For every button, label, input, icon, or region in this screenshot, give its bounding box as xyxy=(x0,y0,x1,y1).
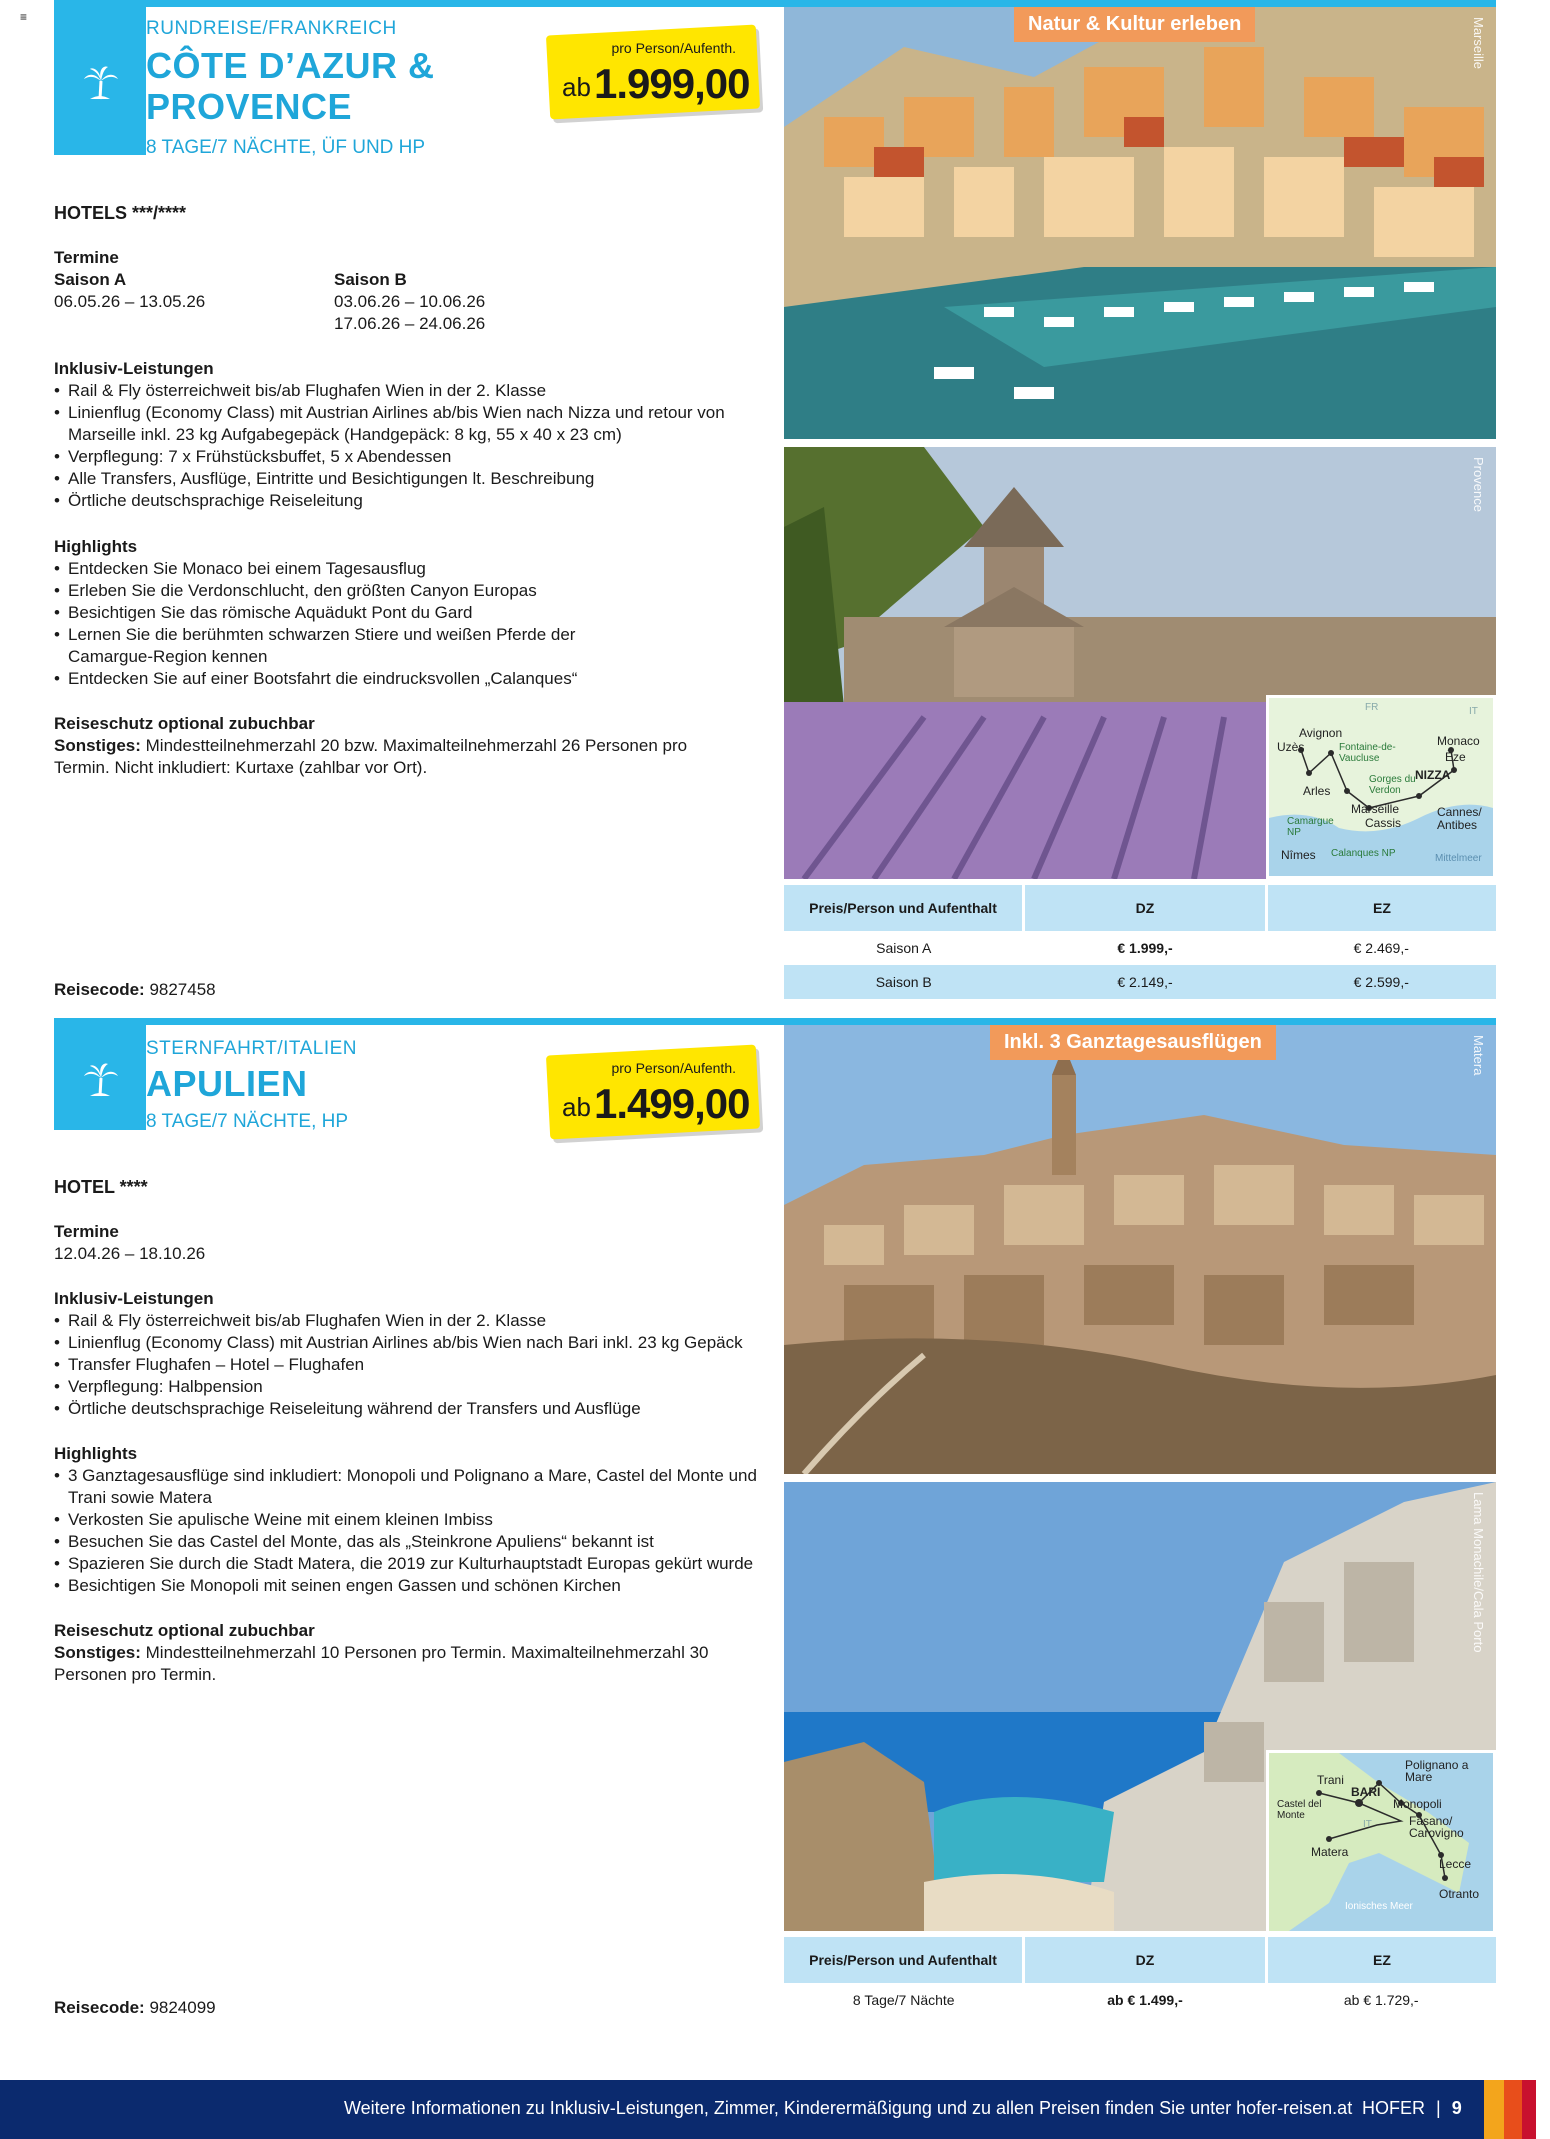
table-cell: Saison A xyxy=(876,940,932,956)
reisecode-label: Reisecode: xyxy=(54,1998,145,2017)
theme-ribbon: Inkl. 3 Ganztagesausflügen xyxy=(990,1025,1276,1060)
reisecode xyxy=(54,1997,216,2019)
sonstiges-label: Sonstiges: xyxy=(54,1643,141,1662)
list-item: • Verpflegung: 7 x Frühstücksbuffet, 5 x Abendessen xyxy=(54,446,754,468)
list-item: • Spazieren Sie durch die Stadt Matera, die 2019 zur Kulturhauptstadt Europas gekürt wurde xyxy=(54,1553,774,1575)
termine-label: Termine xyxy=(54,248,119,267)
inklusiv-block xyxy=(54,1288,774,1420)
sonstiges-label: Sonstiges: xyxy=(54,736,141,755)
sonstiges-block xyxy=(54,713,714,779)
table-cell: € 2.149,- xyxy=(1024,965,1267,999)
badge-price: 1.499,00 xyxy=(594,1080,750,1127)
tour-duration: 8 TAGE/7 NÄCHTE, HP xyxy=(146,1111,349,1132)
map-label: IT xyxy=(1363,1819,1372,1830)
reisecode xyxy=(54,979,216,1001)
table-header-row xyxy=(784,885,1496,931)
list-item: • Verpflegung: Halbpension xyxy=(54,1376,774,1398)
table-header: DZ xyxy=(1024,1937,1267,1983)
list-item: • 3 Ganztagesausflüge sind inkludiert: Monopoli und Polignano a Mare, Castel del Monte und Trani sowie Matera xyxy=(54,1465,758,1509)
tour-title-line2: PROVENCE xyxy=(146,86,353,127)
route-map-provence xyxy=(1266,695,1496,879)
photo-caption: Marseille xyxy=(1471,17,1486,70)
list-item: • Linienflug (Economy Class) mit Austrian Airlines ab/bis Wien nach Nizza und retour von Marseille inkl. 23 kg Aufgabegepäck (Handgepäck: 8 kg, 55 x 40 x 23 cm) xyxy=(54,402,738,446)
map-label: Lecce xyxy=(1439,1857,1472,1871)
termine-block xyxy=(54,247,754,335)
map-label: Cassis xyxy=(1365,816,1402,830)
season-b-date: 17.06.26 – 24.06.26 xyxy=(334,314,486,333)
season-a-label: Saison A xyxy=(54,270,127,289)
list-item: • Linienflug (Economy Class) mit Austrian Airlines ab/bis Wien nach Bari inkl. 23 kg Gepäck xyxy=(54,1332,774,1354)
map-label: Fasano/ Carovigno xyxy=(1409,1814,1464,1840)
table-cell: € 1.999,- xyxy=(1117,940,1173,956)
highlights-label: Highlights xyxy=(54,1444,138,1463)
map-label: Èze xyxy=(1445,750,1466,764)
highlights-block xyxy=(54,1443,774,1597)
sonstiges-text: Mindestteilnehmerzahl 20 bzw. Maximalteilnehmerzahl 26 Personen pro Termin. Nicht inkludiert: Kurtaxe (zahlbar vor Ort). xyxy=(54,736,688,777)
price-badge xyxy=(548,1050,758,1134)
photo-caption: Lama Monachile/Cala Porto xyxy=(1471,1492,1486,1653)
season-b-label: Saison B xyxy=(334,270,407,289)
list-item: • Besuchen Sie das Castel del Monte, das als „Steinkrone Apuliens“ bekannt ist xyxy=(54,1531,774,1553)
photo-provence xyxy=(784,447,1496,879)
table-header: Preis/Person und Aufenthalt xyxy=(784,1937,1024,1983)
table-header: DZ xyxy=(1024,885,1267,931)
map-label: Calanques NP xyxy=(1331,848,1396,859)
table-row xyxy=(784,1983,1496,2017)
map-label: Camargue NP xyxy=(1287,816,1334,838)
accent-line xyxy=(54,0,1496,7)
table-cell: ab € 1.729,- xyxy=(1343,1992,1419,2008)
list-item: • Lernen Sie die berühmten schwarzen Stiere und weißen Pferde der Camargue-Region kennen xyxy=(54,624,588,668)
table-header: EZ xyxy=(1267,1937,1497,1983)
tour-title: APULIEN xyxy=(146,1063,308,1104)
photo-matera xyxy=(784,1025,1496,1474)
inklusiv-block xyxy=(54,358,754,512)
price-badge xyxy=(548,30,758,114)
inklusiv-label: Inklusiv-Leistungen xyxy=(54,359,214,378)
route-map-apulien xyxy=(1266,1750,1496,1931)
list-item: • Rail & Fly österreichweit bis/ab Flughafen Wien in der 2. Klasse xyxy=(54,1310,774,1332)
map-label: Fontaine-de-Vaucluse xyxy=(1339,742,1396,764)
page-number: 9 xyxy=(1451,2098,1462,2118)
badge-per-person: pro Person/Aufenth. xyxy=(611,1060,736,1076)
tour-category: RUNDREISE/FRANKREICH xyxy=(146,18,397,39)
badge-ab: ab xyxy=(562,72,591,102)
brand-stripe xyxy=(1504,2080,1522,2139)
map-label: Ionisches Meer xyxy=(1345,1901,1413,1912)
separator: | xyxy=(1436,2098,1441,2118)
table-cell: € 2.469,- xyxy=(1353,940,1409,956)
footer-info-text: Weitere Informationen zu Inklusiv-Leistungen, Zimmer, Kinderermäßigung und zu allen Preisen finden Sie unter hofer-reisen.at xyxy=(344,2098,1353,2118)
highlights-label: Highlights xyxy=(54,537,138,556)
accent-line xyxy=(54,1018,1496,1025)
map-label: Uzès xyxy=(1277,740,1305,754)
list-item: • Örtliche deutschsprachige Reiseleitung während der Transfers und Ausflüge xyxy=(54,1398,774,1420)
map-label: IT xyxy=(1469,706,1478,717)
page-marker: ≡ xyxy=(20,10,28,24)
price-table xyxy=(784,885,1496,999)
map-label: Avignon xyxy=(1299,726,1343,740)
hotel-category: HOTELS ***/**** xyxy=(54,203,187,223)
table-header-row xyxy=(784,1937,1496,1983)
reiseschutz-label: Reiseschutz optional zubuchbar xyxy=(54,1621,315,1640)
season-a-date: 06.05.26 – 13.05.26 xyxy=(54,292,206,311)
list-item: • Transfer Flughafen – Hotel – Flughafen xyxy=(54,1354,774,1376)
list-item: • Verkosten Sie apulische Weine mit einem kleinen Imbiss xyxy=(54,1509,774,1531)
termine-label: Termine xyxy=(54,1222,119,1241)
map-label: Monopoli xyxy=(1393,1797,1442,1811)
list-item: • Besichtigen Sie das römische Aquädukt Pont du Gard xyxy=(54,602,614,624)
list-item: • Erleben Sie die Verdonschlucht, den größten Canyon Europas xyxy=(54,580,614,602)
palm-icon xyxy=(80,1058,120,1098)
map-label: Castel del Monte xyxy=(1277,1799,1322,1821)
map-label: FR xyxy=(1365,702,1379,713)
badge-price: 1.999,00 xyxy=(594,60,750,107)
photo-marseille xyxy=(784,7,1496,439)
table-cell: € 2.599,- xyxy=(1267,965,1497,999)
badge-ab: ab xyxy=(562,1092,591,1122)
palm-icon-box xyxy=(54,7,146,155)
table-cell: ab € 1.499,- xyxy=(1107,1992,1183,2008)
table-cell: 8 Tage/7 Nächte xyxy=(852,1992,955,2008)
map-label: Marseille xyxy=(1351,802,1400,816)
map-label: Polignano a Mare xyxy=(1405,1758,1469,1784)
list-item: • Besichtigen Sie Monopoli mit seinen engen Gassen und schönen Kirchen xyxy=(54,1575,774,1597)
table-row xyxy=(784,931,1496,965)
map-label: Matera xyxy=(1311,1845,1349,1859)
season-b-date: 03.06.26 – 10.06.26 xyxy=(334,292,486,311)
theme-ribbon: Natur & Kultur erleben xyxy=(1014,7,1255,42)
list-item: • Entdecken Sie auf einer Bootsfahrt die eindrucksvollen „Calanques“ xyxy=(54,668,614,690)
tour-duration: 8 TAGE/7 NÄCHTE, ÜF UND HP xyxy=(146,137,426,158)
map-label: Monaco xyxy=(1437,734,1480,748)
tour-title-line1: CÔTE D’AZUR & xyxy=(146,45,435,86)
hotel-category: HOTEL **** xyxy=(54,1177,148,1197)
badge-per-person: pro Person/Aufenth. xyxy=(611,40,736,56)
map-label: Otranto xyxy=(1439,1887,1480,1901)
page-footer xyxy=(0,2080,1550,2139)
map-label: NIZZA xyxy=(1415,768,1451,782)
termine-block xyxy=(54,1221,454,1265)
brand-stripe xyxy=(1522,2080,1536,2139)
sonstiges-text: Mindestteilnehmerzahl 10 Personen pro Termin. Maximalteilnehmerzahl 30 Personen pro Termin. xyxy=(54,1643,709,1684)
list-item: • Alle Transfers, Ausflüge, Eintritte und Besichtigungen lt. Beschreibung xyxy=(54,468,754,490)
list-item: • Örtliche deutschsprachige Reiseleitung xyxy=(54,490,754,512)
map-label: Nîmes xyxy=(1281,848,1316,862)
brand-stripe xyxy=(1536,2080,1550,2139)
map-label: BARI xyxy=(1351,1785,1381,1799)
inklusiv-label: Inklusiv-Leistungen xyxy=(54,1289,214,1308)
reisecode-value: 9827458 xyxy=(149,980,216,999)
highlights-block xyxy=(54,536,614,690)
price-table xyxy=(784,1937,1496,2017)
tour-category: STERNFAHRT/ITALIEN xyxy=(146,1038,357,1059)
footer-brand-pagenum xyxy=(1362,2098,1462,2119)
palm-icon-box xyxy=(54,1025,146,1130)
reisecode-label: Reisecode: xyxy=(54,980,145,999)
table-header: EZ xyxy=(1267,885,1497,931)
palm-icon xyxy=(80,61,120,101)
map-label: Cannes/ Antibes xyxy=(1437,805,1482,832)
map-label: Arles xyxy=(1303,784,1331,798)
termine-dates: 12.04.26 – 18.10.26 xyxy=(54,1244,206,1263)
reisecode-value: 9824099 xyxy=(149,1998,216,2017)
map-label: Gorges du Verdon xyxy=(1369,774,1416,796)
reiseschutz-label: Reiseschutz optional zubuchbar xyxy=(54,714,315,733)
table-cell: Saison B xyxy=(784,965,1024,999)
photo-polignano xyxy=(784,1482,1496,1931)
brand-name: HOFER xyxy=(1362,2098,1425,2118)
photo-caption: Provence xyxy=(1471,457,1486,512)
map-label: Mittelmeer xyxy=(1435,853,1482,864)
list-item: • Entdecken Sie Monaco bei einem Tagesausflug xyxy=(54,558,614,580)
photo-caption: Matera xyxy=(1471,1035,1486,1076)
map-label: Trani xyxy=(1317,1773,1344,1787)
list-item: • Rail & Fly österreichweit bis/ab Flughafen Wien in der 2. Klasse xyxy=(54,380,754,402)
sonstiges-block xyxy=(54,1620,734,1686)
brand-stripe xyxy=(1484,2080,1504,2139)
table-row xyxy=(784,965,1496,999)
table-header: Preis/Person und Aufenthalt xyxy=(784,885,1024,931)
